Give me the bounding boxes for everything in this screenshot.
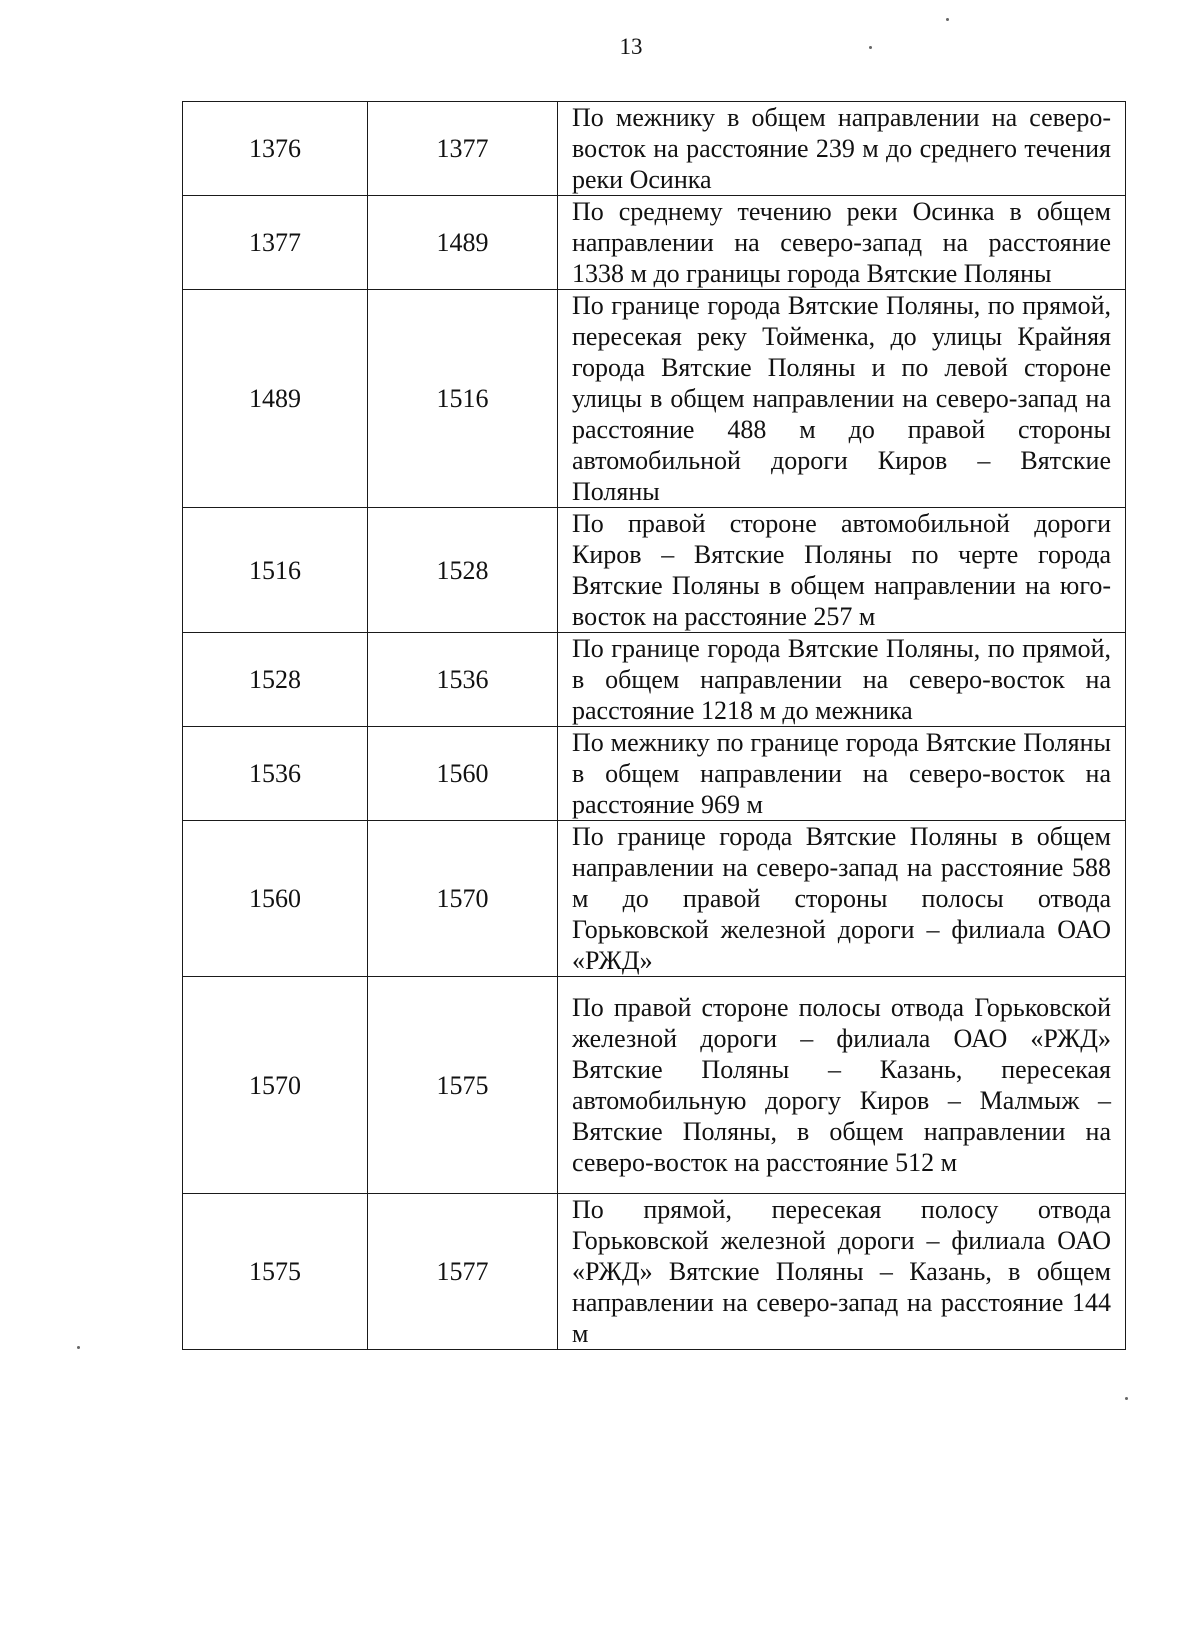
point-to-cell: 1489 — [368, 196, 558, 290]
description-cell: По границе города Вятские Поляны, по прямой, в общем направлении на северо-восток на расстояние 1218 м до межника — [558, 633, 1126, 727]
scan-speck — [1125, 1397, 1128, 1400]
page-number: 13 — [619, 34, 643, 59]
point-from-cell: 1570 — [183, 977, 368, 1194]
point-to-cell: 1528 — [368, 508, 558, 633]
table-row — [183, 727, 1126, 821]
point-from-cell: 1489 — [183, 290, 368, 508]
point-to-cell: 1575 — [368, 977, 558, 1194]
scan-speck — [946, 18, 949, 21]
table-row — [183, 633, 1126, 727]
description-cell: По правой стороне полосы отвода Горьковской железной дороги – филиала ОАО «РЖД» Вятские Поляны – Казань, пересекая автомобильную дорогу Киров – Малмыж – Вятские Поляны, в общем направлении на северо-восток на расстояние 512 м — [558, 977, 1126, 1194]
table-row — [183, 508, 1126, 633]
table-row — [183, 102, 1126, 196]
point-to-cell: 1577 — [368, 1194, 558, 1350]
point-to-cell: 1516 — [368, 290, 558, 508]
point-from-cell: 1376 — [183, 102, 368, 196]
description-cell: По среднему течению реки Осинка в общем направлении на северо-запад на расстояние 1338 м до границы города Вятские Поляны — [558, 196, 1126, 290]
point-to-cell: 1377 — [368, 102, 558, 196]
point-from-cell: 1575 — [183, 1194, 368, 1350]
description-cell: По межнику по границе города Вятские Поляны в общем направлении на северо-восток на расстояние 969 м — [558, 727, 1126, 821]
boundary-table — [182, 101, 1126, 1350]
point-to-cell: 1560 — [368, 727, 558, 821]
point-from-cell: 1377 — [183, 196, 368, 290]
point-from-cell: 1528 — [183, 633, 368, 727]
description-cell: По границе города Вятские Поляны в общем направлении на северо-запад на расстояние 588 м до правой стороны полосы отвода Горьковской железной дороги – филиала ОАО «РЖД» — [558, 821, 1126, 977]
table-row — [183, 196, 1126, 290]
table-row — [183, 977, 1126, 1194]
point-from-cell: 1536 — [183, 727, 368, 821]
scan-speck — [869, 46, 872, 49]
description-cell: По границе города Вятские Поляны, по прямой, пересекая реку Тойменка, до улицы Крайняя города Вятские Поляны и по левой стороне улицы в общем направлении на северо-запад на расстояние 488 м до правой стороны автомобильной дороги Киров – Вятские Поляны — [558, 290, 1126, 508]
description-cell: По межнику в общем направлении на северо-восток на расстояние 239 м до среднего течения реки Осинка — [558, 102, 1126, 196]
point-to-cell: 1570 — [368, 821, 558, 977]
description-cell: По правой стороне автомобильной дороги Киров – Вятские Поляны по черте города Вятские Поляны в общем направлении на юго-восток на расстояние 257 м — [558, 508, 1126, 633]
scan-speck — [77, 1346, 80, 1349]
table-row — [183, 821, 1126, 977]
point-from-cell: 1560 — [183, 821, 368, 977]
description-cell: По прямой, пересекая полосу отвода Горьковской железной дороги – филиала ОАО «РЖД» Вятские Поляны – Казань, в общем направлении на северо-запад на расстояние 144 м — [558, 1194, 1126, 1350]
point-from-cell: 1516 — [183, 508, 368, 633]
table-row — [183, 1194, 1126, 1350]
table-row — [183, 290, 1126, 508]
point-to-cell: 1536 — [368, 633, 558, 727]
